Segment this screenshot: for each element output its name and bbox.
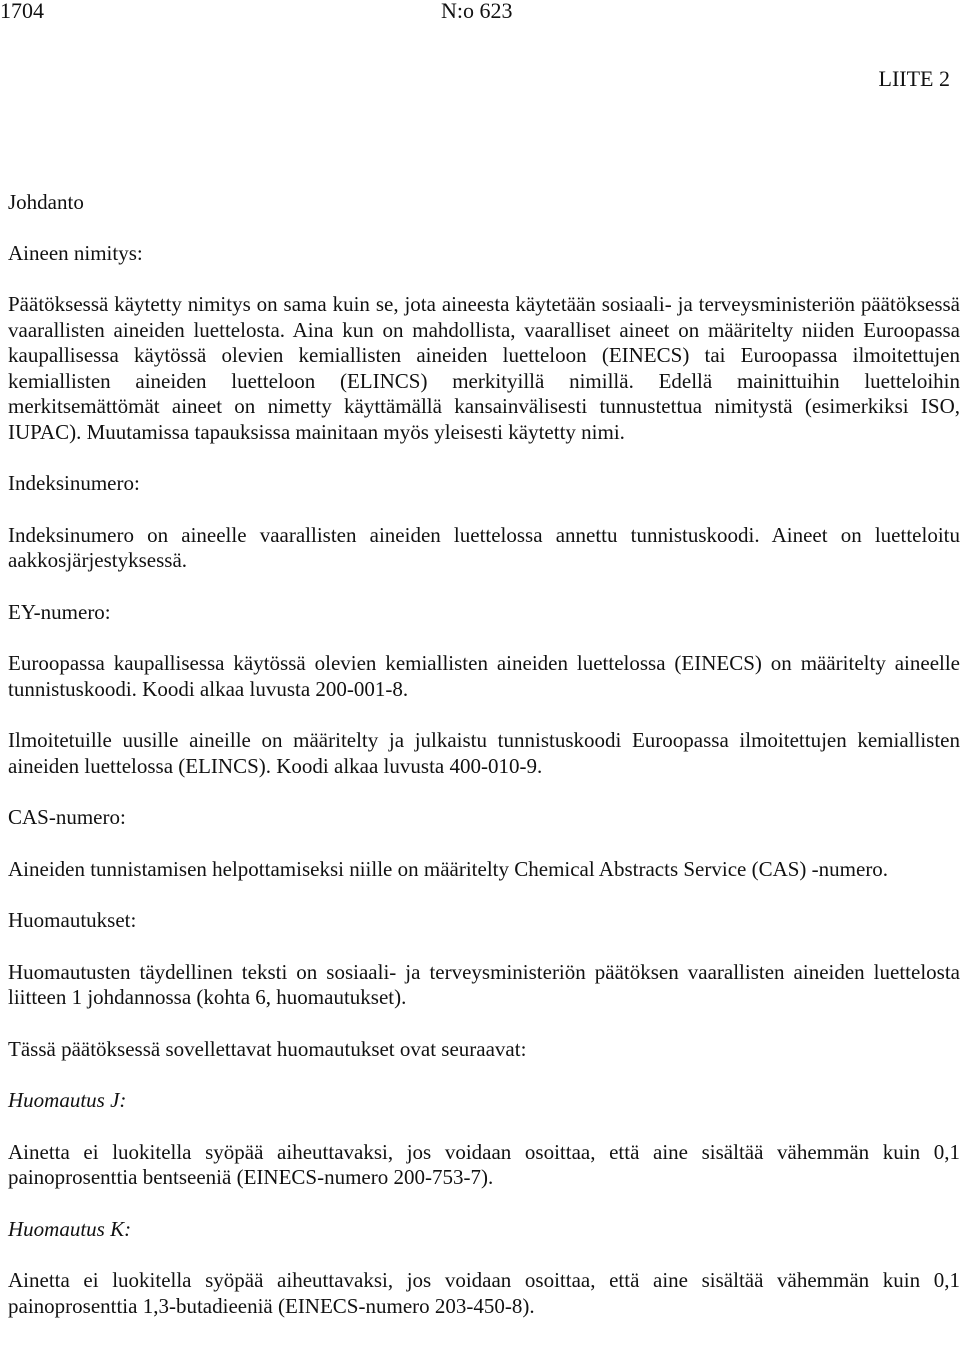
cas-heading: CAS-numero: [8,805,126,829]
ec-heading: EY-numero: [8,599,111,624]
index-text: Indeksinumero on aineelle vaarallisten aineiden luettelossa annettu tunnistuskoodi. Aineet on luetteloitu aakkosjärjestyksessä. [8,522,960,572]
notes-text: Huomautusten täydellinen teksti on sosiaali- ja terveysministeriön päätöksen vaarallisten aineiden luettelosta liitteen 1 johdannossa (kohta 6, huomautukset). [8,959,960,1009]
ec-text-einecs: Euroopassa kaupallisessa käytössä olevien kemiallisten aineiden luettelossa (EINECS) on määritelty aineelle tunnistuskoodi. Koodi alkaa luvusta 200-001-8. [8,651,960,701]
notes-applied-text: Tässä päätöksessä sovellettavat huomautukset ovat seuraavat: [8,1036,527,1061]
note-k-heading: Huomautus K: [8,1216,132,1241]
appendix-label: LIITE 2 [878,66,950,91]
substance-name-heading: Aineen nimitys: [8,240,143,265]
cas-text: Aineiden tunnistamisen helpottamiseksi niille on määritelty Chemical Abstracts Service (CAS) -numero. [8,856,889,881]
note-j-heading: Huomautus J: [8,1088,127,1112]
note-k-text: Ainetta ei luokitella syöpää aiheuttavaksi, jos voidaan osoittaa, että aine sisältää vähemmän kuin 0,1 painoprosenttia 1,3-butadieeniä (EINECS-numero 203-450-8). [8,1268,960,1318]
index-heading: Indeksinumero: [8,471,140,495]
page-number: 1704 [0,0,44,23]
issue-number: N:o 623 [441,0,513,23]
notes-heading: Huomautukset: [8,908,137,932]
substance-name-text: Päätöksessä käytetty nimitys on sama kuin se, jota aineesta käytetään sosiaali- ja terveysministeriön päätöksessä vaarallisten aineiden luettelosta. Aina kun on mahdollista, vaaralliset aineet on määritelty niiden Euroopassa kaupallisessa käytössä olevien kemiallisten aineiden luetteloon (EINECS) tai Euroopassa ilmoitettujen kemiallisten aineiden luetteloon (ELINCS) merkityillä nimillä. Edellä mainittuihin luetteloihin merkitsemättömät aineet on nimetty käyttämällä kansainvälisesti tunnustettua nimitystä (esimerkiksi ISO, IUPAC). Muutamissa tapauksissa mainitaan myös yleisesti käytetty nimi. [8,292,960,444]
ec-text-elincs: Ilmoitetuille uusille aineille on määritelty ja julkaistu tunnistuskoodi Euroopassa ilmoitettujen kemiallisten aineiden luettelossa (ELINCS). Koodi alkaa luvusta 400-010-9. [8,728,960,778]
intro-heading: Johdanto [8,190,84,214]
note-j-text: Ainetta ei luokitella syöpää aiheuttavaksi, jos voidaan osoittaa, että aine sisältää vähemmän kuin 0,1 painoprosenttia bentseeniä (EINECS-numero 200-753-7). [8,1139,960,1189]
document-body [8,190,960,1319]
page-header [0,0,960,26]
